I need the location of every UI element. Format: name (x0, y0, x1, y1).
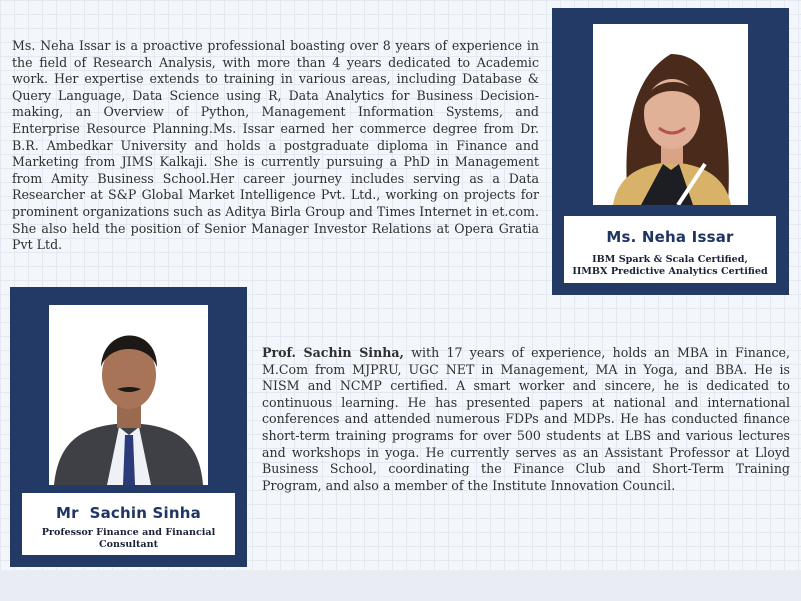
neha-issar-credentials (564, 254, 776, 278)
sachin-sinha-bio-text: with 17 years of experience, holds an MBA in Finance, M.Com from MJPRU, UGC NET in Management, MA in Yoga, and BBA. He is NISM and NCMP certified. A smart worker and sincere, he is dedicated to continuous learning. He has presented papers at national and international conferences and attended numerous FDPs and MDPs. He has conducted finance short-term training programs for over 500 students at LBS and various lectures and workshops in yoga. He currently serves as an Assistant Professor at Lloyd Business School, coordinating the Finance Club and Short-Term Training Program, and also a member of the Institute Innovation Council. (262, 345, 790, 493)
title-line: Consultant (98, 539, 159, 550)
credential-line: IBM Spark & Scala Certified, (592, 254, 748, 265)
neha-issar-caption (564, 216, 776, 283)
credential-line: IIMBX Predictive Analytics Certified (572, 266, 768, 277)
sachin-sinha-photo (49, 305, 208, 485)
sachin-sinha-caption (22, 493, 235, 555)
neha-issar-photo (593, 24, 748, 205)
neha-issar-name: Ms. Neha Issar (606, 228, 734, 246)
sachin-sinha-bio (262, 345, 790, 494)
neha-issar-profile-card (552, 8, 789, 295)
sachin-sinha-profile-card (10, 287, 247, 567)
title-line: Professor Finance and Financial (41, 527, 216, 538)
bottom-strip (0, 570, 801, 601)
sachin-sinha-bio-name: Prof. Sachin Sinha, (262, 345, 404, 360)
sachin-sinha-title (22, 527, 235, 551)
neha-issar-bio: Ms. Neha Issar is a proactive professional boasting over 8 years of experience in the field of Research Analysis, with more than 4 years dedicated to Academic work. Her expertise extends to training in various areas, including Database & Query Language, Data Science using R, Data Analytics for Business Decision-making, an Overview of Python, Management Information Systems, and Enterprise Resource Planning.Ms. Issar earned her commerce degree from Dr. B.R. Ambedkar University and holds a postgraduate diploma in Finance and Marketing from JIMS Kalkaji. She is currently pursuing a PhD in Management from Amity Business School.Her career journey includes serving as a Data Researcher at S&P Global Market Intelligence Pvt. Ltd., working on projects for prominent organizations such as Aditya Birla Group and Times Internet in et.com. She also held the position of Senior Manager Investor Relations at Opera Gratia Pvt Ltd. (12, 38, 539, 253)
sachin-sinha-name: Mr Sachin Sinha (56, 504, 201, 522)
